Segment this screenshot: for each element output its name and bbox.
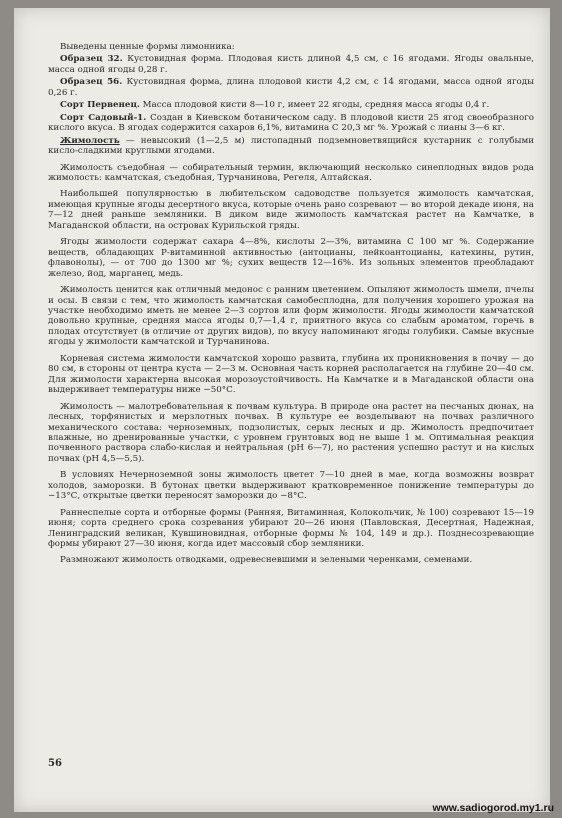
paragraph (48, 77, 534, 98)
page-number: 56 (48, 758, 62, 769)
paragraph-text: Наибольшей популярностью в любительском садоводстве пользуется жимолость камчатская, имеющая крупные ягоды десертного вкуса, которые очень рано созревают — во второй декаде июня, на 7—12 дней раньше земляники. В диком виде жимолость камчатская растет на Камчатке, в Магаданской области, на островах Курильской гряды. (48, 189, 534, 231)
paragraph (48, 285, 534, 348)
book-page (14, 8, 550, 812)
paragraph (48, 402, 534, 465)
paragraph (48, 189, 534, 231)
paragraph (48, 136, 534, 157)
paragraph (48, 163, 534, 184)
paragraph (48, 113, 534, 134)
paragraph-lead: Жимолость (60, 135, 120, 146)
paragraph-text: Жимолость — малотребовательная к почвам культура. В природе она растет на песчаных дюнах, на лесных, торфянистых и мерзлотных почвах. В культуре ее возделывают на почвах различного механического состава: черноземных, подзолистых, серых лесных и др. Жимолость предпочитает влажные, но дренированные участки, с уровнем грунтовых вод не выше 1 м. Оптимальная реакция почвенного раствора слабо-кислая и нейтральная (рН 6—7), но растения успешно растут и на кислых почвах (рН 4,5—5,5). (48, 401, 534, 464)
paragraph-text: Жимолость ценится как отличный медонос с ранним цветением. Опыляют жимолость шмели, пчелы и осы. В связи с тем, что жимолость камчатская самобесплодна, для получения хорошего урожая на участке необходимо иметь не менее 2—3 сортов или форм жимолости. Ягоды жимолости камчатской довольно крупные, средняя масса ягоды 0,7—1,4 г, приятного вкуса со слабым ароматом, горечь в плодах отсутствует (в отличие от других видов), по вкусу напоминают ягоды голубики. Самые вкусные ягоды у жимолости камчатской и Турчанинова. (48, 285, 534, 348)
paragraph-lead: Сорт Садовый-1. (60, 112, 147, 123)
paragraph (48, 42, 534, 52)
paragraph (48, 508, 534, 550)
paragraph-text: Ягоды жимолости содержат сахара 4—8%, кислоты 2—3%, витамина С 100 мг %. Содержание веществ, обладающих Р-витаминной активностью (антоцианы, лейкоантоцианы, катехины, рутин, флавонолы), — от 700 до 1300 мг %; сухих веществ 12—16%. Из зольных элементов преобладают железо, йод, марганец, медь. (48, 237, 534, 279)
paragraph (48, 54, 534, 75)
paragraph (48, 555, 534, 565)
paragraph-text: Раннеспелые сорта и отборные формы (Ранняя, Витаминная, Колокольчик, № 100) созревают 15—19 июня; сорта среднего срока созревания убирают 20—26 июня (Павловская, Десертная, Надежная, Ленинградский великан, Кувшиновидная, отборные формы № 104, 149 и др.). Позднесозревающие формы убирают 27—30 июня, когда идет массовый сбор земляники. (48, 507, 534, 550)
paragraph-lead: Образец 32. (60, 54, 123, 65)
paragraph-text: Выведены ценные формы лимонника: (60, 42, 235, 52)
paragraph-text: — невысокий (1—2,5 м) листопадный подземноветвящийся кустарник с голубыми кисло-сладкими круглыми ягодами. (48, 135, 534, 157)
paragraph (48, 470, 534, 501)
paragraph-text: Создан в Киевском ботаническом саду. В плодовой кисти 25 ягод своеобразного кислого вкуса. В ягодах содержится сахаров 6,1%, витамина С 20,3 мг %. Урожай с лианы 3—6 кг. (48, 112, 535, 134)
paragraph (48, 237, 534, 279)
paragraph-lead: Сорт Первенец. (60, 100, 140, 111)
paragraph-lead: Образец 56. (60, 77, 123, 88)
paragraph-text: В условиях Нечерноземной зоны жимолость цветет 7—10 дней в мае, когда возможны возврат холодов, заморозки. В бутонах цветки выдерживают кратковременное понижение температуры до −13°С, открытые цветки переносят заморозки до −8°С. (48, 470, 534, 502)
paragraph-text: Кустовидная форма, длина плодовой кисти 4,2 см, с 14 ягодами, масса одной ягоды 0,26 г. (48, 77, 534, 98)
watermark-url: www.sadiogorod.my1.ru (432, 802, 554, 814)
paragraph-text: Кустовидная форма. Плодовая кисть длиной 4,5 см, с 16 ягодами. Ягоды овальные, масса одной ягоды 0,28 г. (48, 54, 534, 75)
paragraph-text: Жимолость съедобная — собирательный термин, включающий несколько синеплодных видов рода жимолость: камчатская, съедобная, Турчанинова, Регеля, Алтайская. (48, 162, 534, 183)
paragraph-text: Размножают жимолость отводками, одревесневшими и зелеными черенками, семенами. (60, 555, 473, 566)
paragraph (48, 100, 534, 110)
page-text (48, 42, 534, 572)
paragraph (48, 354, 534, 396)
paragraph-text: Корневая система жимолости камчатской хорошо развита, глубина их проникновения в почву — до 80 см, в стороны от центра куста — 2—3 м. Основная часть корней располагается на глубине 20—40 см. Для жимолости характерна высокая морозоустойчивость. На Камчатке и в Магаданской области она выдерживает температуры ниже −50°С. (48, 353, 534, 396)
paragraph-text: Масса плодовой кисти 8—10 г, имеет 22 ягоды, средняя масса ягоды 0,4 г. (139, 100, 490, 111)
